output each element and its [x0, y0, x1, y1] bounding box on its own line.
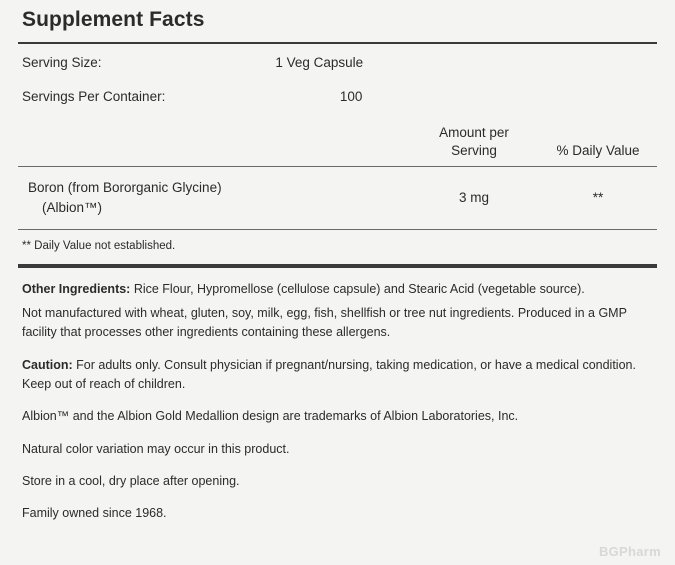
table-row [18, 167, 657, 229]
daily-value-header: % Daily Value [556, 143, 640, 159]
amount-per-serving-header [409, 124, 539, 160]
amount-per-serving-line1: Amount per [439, 125, 509, 140]
family-owned-note: Family owned since 1968. [22, 506, 167, 521]
other-ingredients-label: Other Ingredients: [22, 282, 131, 297]
amount-per-serving-line2: Serving [451, 143, 497, 159]
nutrient-amount: 3 mg [458, 190, 489, 206]
column-headers [18, 112, 657, 166]
color-variation-note: Natural color variation may occur in this product. [22, 441, 290, 456]
serving-size-row [18, 44, 657, 78]
nutrient-name [18, 178, 409, 220]
allergen-statement: Not manufactured with wheat, gluten, soy, milk, egg, fish, shellfish or tree nut ingredients. Produced in a GMP facility that processes other ingredients containing these allergens. [22, 305, 627, 340]
other-ingredients-paragraph [22, 280, 653, 299]
storage-note: Store in a cool, dry place after opening. [22, 474, 240, 489]
supplement-notes [18, 268, 657, 523]
other-ingredients-text: Rice Flour, Hypromellose (cellulose capsule) and Stearic Acid (vegetable source). [130, 282, 585, 297]
nutrient-name-secondary: (Albion™) [42, 200, 103, 216]
daily-value-footnote: ** Daily Value not established. [22, 240, 176, 253]
servings-per-container-value: 100 [339, 89, 363, 104]
page-title: Supplement Facts [22, 8, 205, 31]
watermark: BGPharm [598, 544, 661, 559]
servings-per-container-row [18, 78, 657, 112]
caution-paragraph [22, 356, 653, 395]
caution-label: Caution: [22, 357, 73, 372]
serving-size-label: Serving Size: [22, 55, 102, 70]
serving-size-value: 1 Veg Capsule [275, 55, 364, 70]
caution-text: For adults only. Consult physician if pregnant/nursing, taking medication, or have a medical condition. Keep out of reach of children. [22, 357, 636, 391]
nutrient-name-main: Boron (from Bororganic Glycine) [28, 179, 222, 195]
nutrient-daily-value: ** [592, 190, 604, 206]
trademark-note: Albion™ and the Albion Gold Medallion design are trademarks of Albion Laboratories, Inc. [22, 409, 519, 424]
servings-per-container-label: Servings Per Container: [22, 89, 166, 104]
